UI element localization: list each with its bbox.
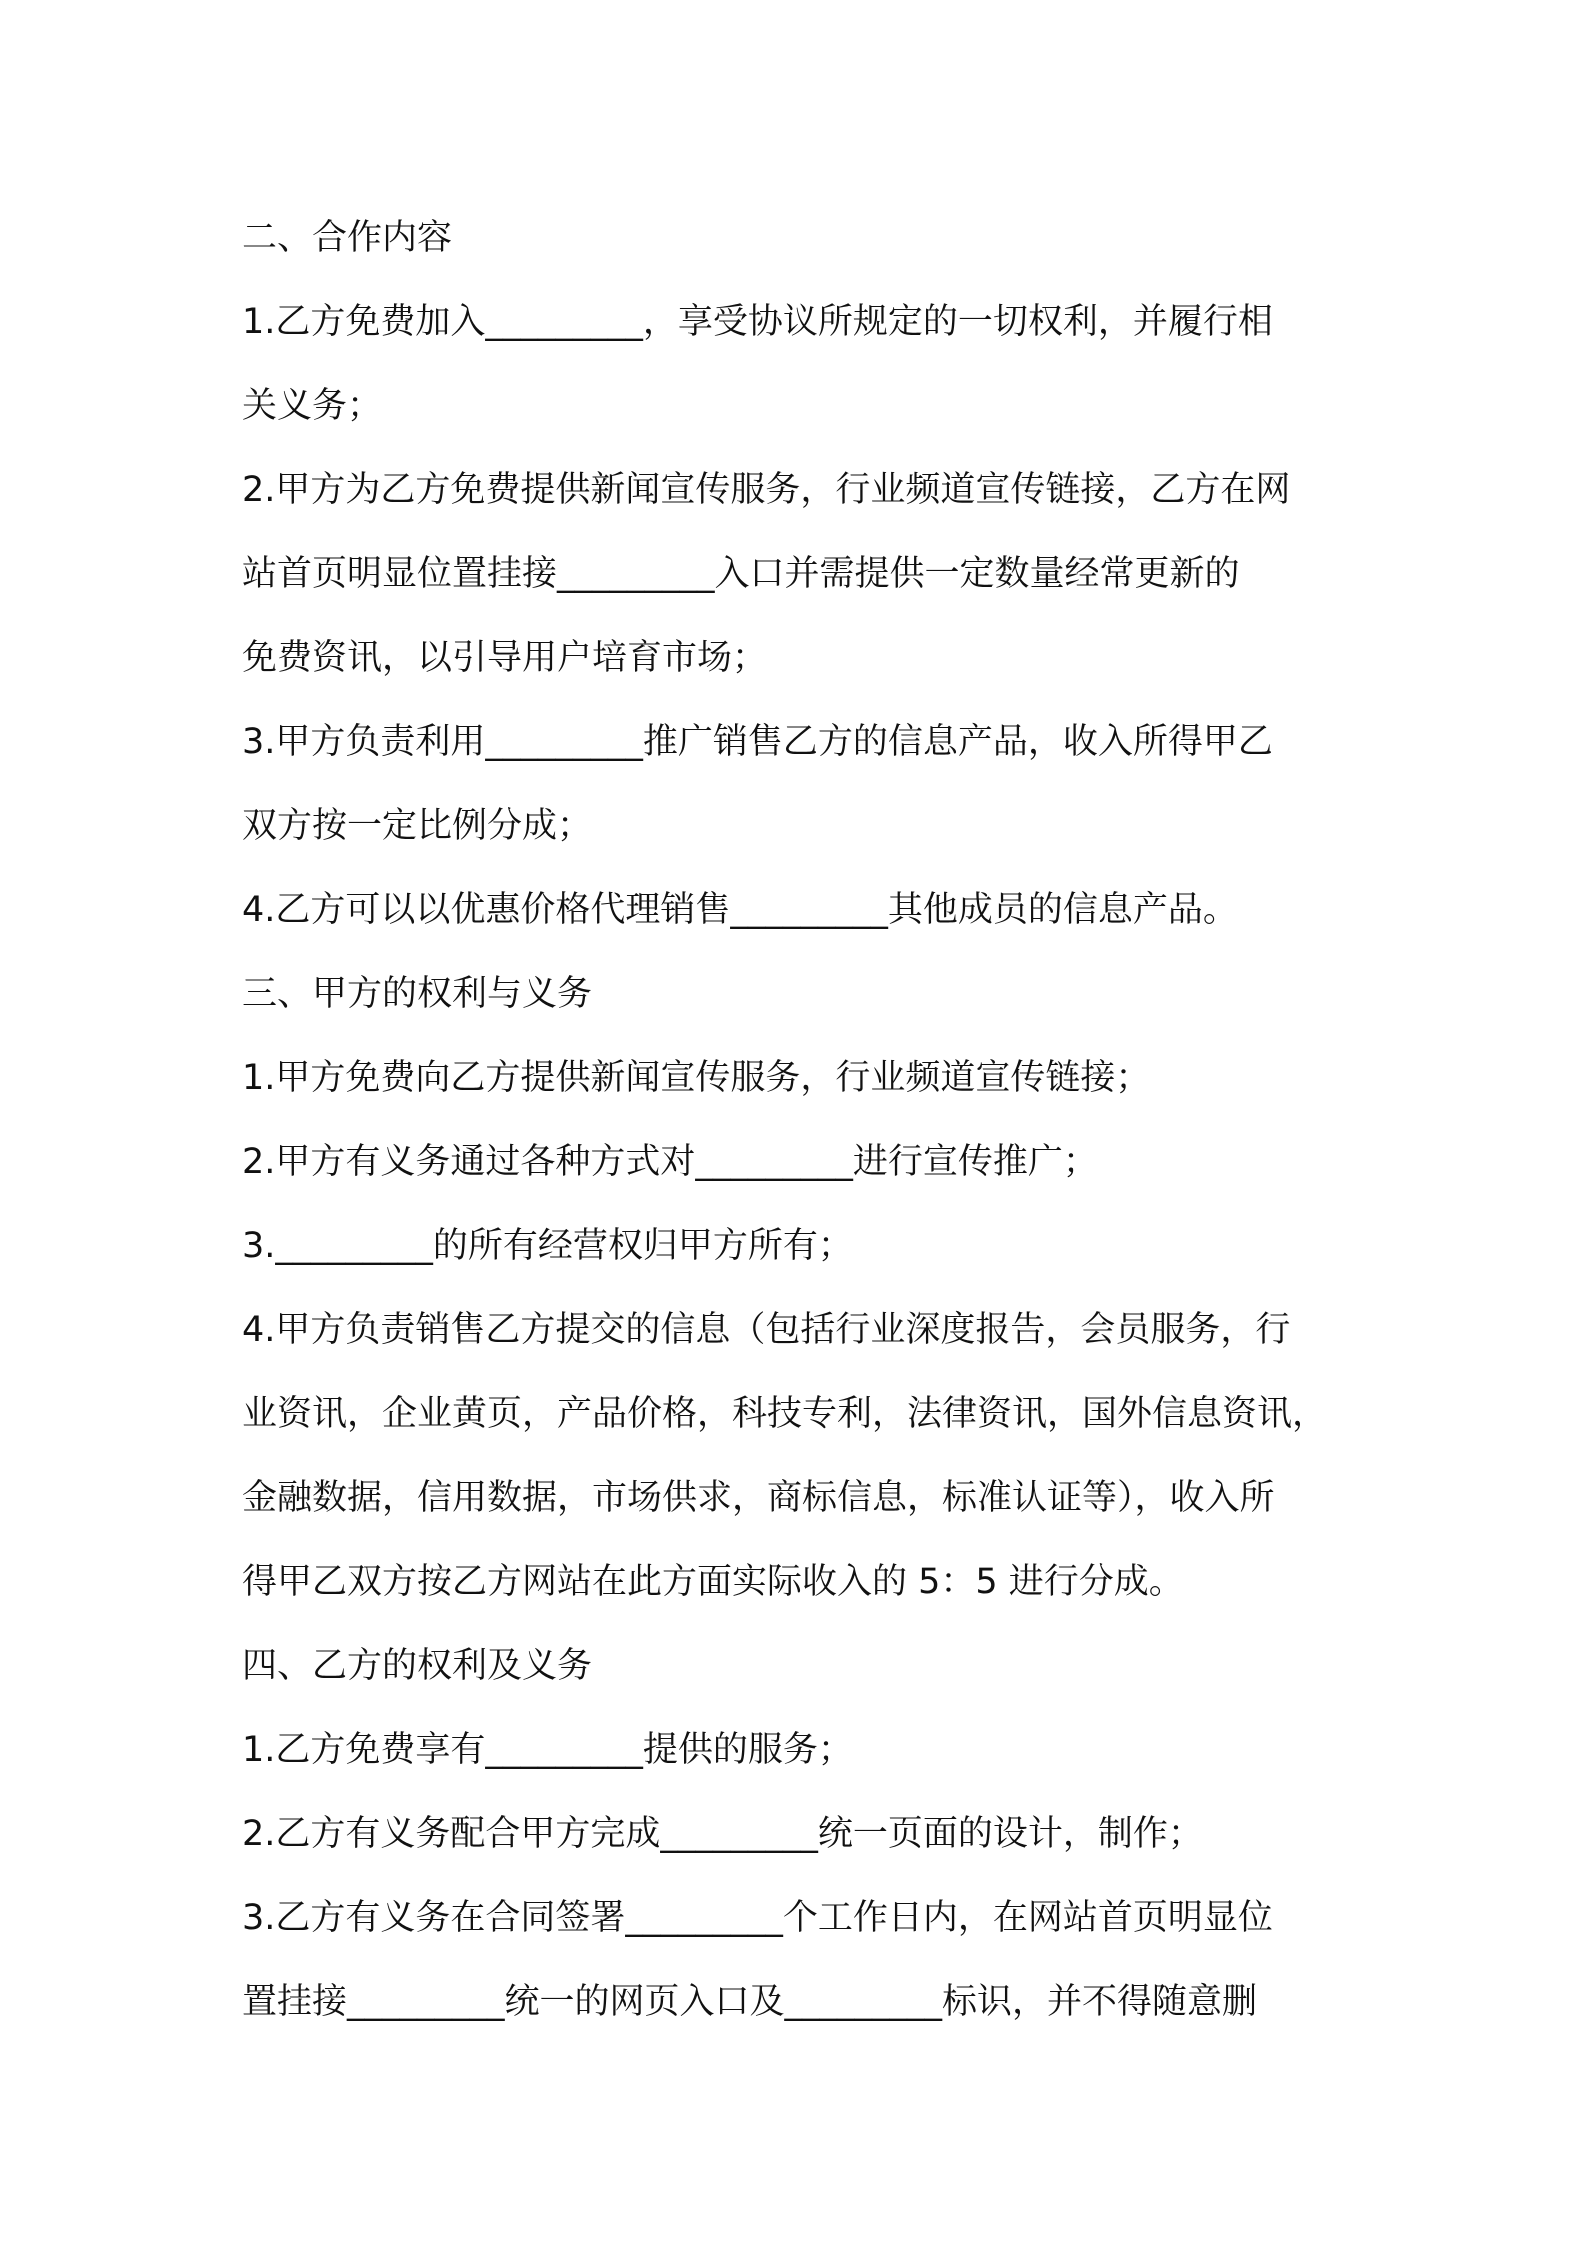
paragraph-line: 3.甲方负责利用_________推广销售乙方的信息产品，收入所得甲乙 [242,722,1273,762]
section-heading-cooperation: 二、合作内容 [242,218,453,258]
paragraph-line: 4.乙方可以以优惠价格代理销售_________其他成员的信息产品。 [242,890,1238,930]
paragraph-line: 2.甲方有义务通过各种方式对_________进行宣传推广； [242,1142,1098,1182]
paragraph-line: 1.甲方免费向乙方提供新闻宣传服务，行业频道宣传链接； [242,1058,1151,1098]
document-body [242,196,1362,2044]
section-heading-party-a: 三、甲方的权利与义务 [242,974,593,1014]
paragraph-line: 3.乙方有义务在合同签署_________个工作日内，在网站首页明显位 [242,1898,1273,1938]
paragraph-line: 金融数据，信用数据，市场供求，商标信息，标准认证等），收入所 [242,1478,1275,1518]
paragraph-line: 得甲乙双方按乙方网站在此方面实际收入的 5：5 进行分成。 [242,1562,1184,1602]
paragraph-line: 关义务； [242,386,383,426]
paragraph-line: 站首页明显位置挂接_________入口并需提供一定数量经常更新的 [242,554,1240,594]
paragraph-line: 免费资讯，以引导用户培育市场； [242,638,768,678]
paragraph-line: 置挂接_________统一的网页入口及_________标识，并不得随意删 [242,1982,1258,2022]
paragraph-line: 1.乙方免费享有_________提供的服务； [242,1730,853,1770]
section-heading-party-b: 四、乙方的权利及义务 [242,1646,593,1686]
paragraph-line: 3._________的所有经营权归甲方所有； [242,1226,853,1266]
paragraph-line: 2.甲方为乙方免费提供新闻宣传服务，行业频道宣传链接，乙方在网 [242,470,1291,510]
paragraph-line: 业资讯，企业黄页，产品价格，科技专利，法律资讯，国外信息资讯， [242,1394,1328,1434]
paragraph-line: 1.乙方免费加入_________，享受协议所规定的一切权利，并履行相 [242,302,1273,342]
paragraph-line: 4.甲方负责销售乙方提交的信息（包括行业深度报告，会员服务，行 [242,1310,1291,1350]
paragraph-line: 2.乙方有义务配合甲方完成_________统一页面的设计，制作； [242,1814,1203,1854]
paragraph-line: 双方按一定比例分成； [242,806,593,846]
